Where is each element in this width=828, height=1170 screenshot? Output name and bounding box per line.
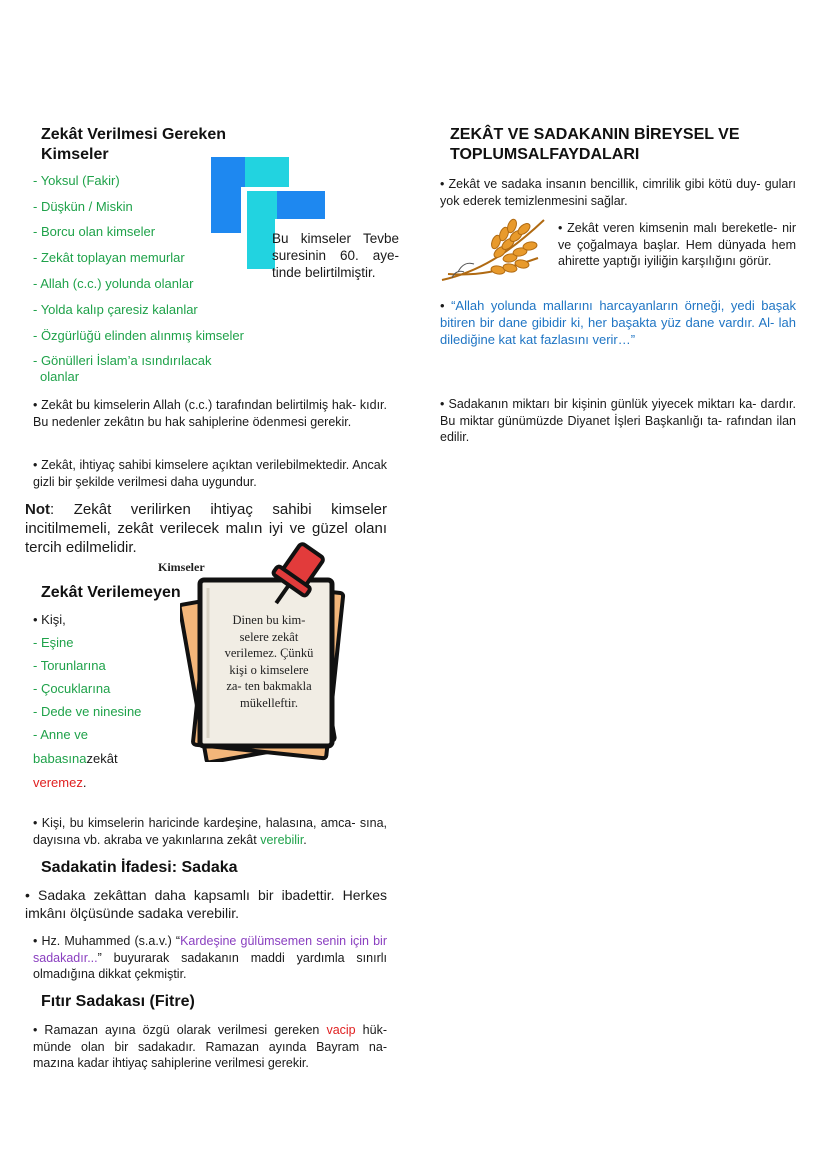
black-text: zekât	[86, 751, 118, 766]
paragraph: • Zekât, ihtiyaç sahibi kimselere açıktan verilebilmektedir. Ancak gizli bir şekilde verilmesi daha uygundur.	[33, 458, 387, 489]
note-text: : Zekât verilirken ihtiyaç sahibi kimseler incitilmemeli, zekât verilecek malın iyi ve güzel olanı tercih edilmelidir.	[25, 501, 387, 556]
list-item	[33, 751, 118, 767]
list-item: - Anne ve	[33, 727, 88, 742]
list-item: • Kişi,	[33, 612, 66, 627]
list-item	[33, 775, 86, 791]
paragraph: • Sadakanın miktarı bir kişinin günlük yiyecek miktarı ka- dardır. Bu miktar günümüzde Diyanet İşleri Başkanlığı ta- rafından ilan edilir.	[440, 397, 796, 444]
list-item: olanlar	[40, 369, 80, 384]
paragraph-text: • Ramazan ayına özgü olarak verilmesi gereken	[33, 1023, 327, 1037]
period: .	[303, 832, 307, 847]
paragraph-text: hük- münde olan bir sadakadır. Ramazan ayında Bayram na- mazına kadar ihtiyaç sahiplerine verilmesi gerekir.	[33, 1023, 387, 1070]
red-text: veremez	[33, 775, 83, 790]
period: .	[82, 775, 87, 790]
list-item: - Torunlarına	[33, 658, 106, 673]
hadith-quote: Kardeşine gülümsemen senin için bir sadakadır...	[33, 934, 387, 965]
note-label: Not	[25, 501, 50, 518]
paragraph-text: • Kişi, bu kimselerin haricinde kardeşine, halasına, amca- sına, dayısına vb. akraba ve yakınlarına zekât	[33, 816, 387, 847]
paragraph-text: • Hz. Muhammed (s.a.v.) “	[33, 934, 181, 948]
green-text: babasına	[33, 751, 87, 766]
quran-quote	[440, 297, 796, 348]
list-item: - Yolda kalıp çaresiz kalanlar	[33, 302, 198, 317]
paragraph	[33, 815, 387, 848]
paragraph: • Zekât ve sadaka insanın bencillik, cimrilik gibi kötü duy- guları yok ederek temizlenmesini sağlar.	[440, 177, 796, 208]
note-card-text: Dinen bu kim- selere zekât verilemez. Çünkü kişi o kimselere za- ten bakmakla mükelleftir.	[224, 613, 314, 710]
red-text: vacip	[326, 1023, 356, 1037]
list-item: - Özgürlüğü elinden alınmış kimseler	[33, 328, 244, 343]
paragraph: • Zekât veren kimsenin malı bereketle- nir ve çoğalmaya başlar. Hem dünyada hem ahirette yaptığı iyiliğin karşılığını görür.	[558, 221, 796, 268]
paragraph	[33, 933, 387, 983]
list-item: - Yoksul (Fakir)	[33, 173, 120, 188]
green-text: verebilir	[260, 832, 304, 847]
wheat-icon	[438, 214, 550, 288]
paragraph: • Zekât bu kimselerin Allah (c.c.) tarafından belirtilmiş hak- kıdır. Bu nedenler zekâtın bu hak sahiplerine ödenmesi gerekir.	[33, 398, 387, 429]
list-item: - Allah (c.c.) yolunda olanlar	[33, 276, 194, 291]
list-item: - Dede ve ninesine	[33, 704, 142, 719]
section-title-overflow: Kimseler	[158, 560, 205, 574]
paragraph-text: ” buyurarak sadakanın maddi yardımla sınırlı olmadığına dikkat çekmiştir.	[33, 950, 387, 981]
section-title-zekat-recipients: Zekât Verilmesi Gereken Kimseler	[41, 126, 226, 163]
section-title-fitre: Fıtır Sadakası (Fitre)	[41, 993, 195, 1010]
section-title-not-recipients: Zekât Verilemeyen	[41, 584, 181, 601]
paragraph	[33, 1022, 387, 1072]
tevbe-side-note: Bu kimseler Tevbe suresinin 60. aye- tinde belirtilmiştir.	[272, 231, 399, 280]
bullet: •	[440, 298, 452, 313]
list-item: - Borcu olan kimseler	[33, 224, 156, 239]
list-item: - Gönülleri İslam’a ısındırılacak	[33, 353, 212, 368]
quote-text: “Allah yolunda mallarını harcayanların örneği, yedi başak bitiren bir dane gibidir ki, her başakta yüz dane vardır. Al- lah dilediğine kat kat fazlasını verir…”	[440, 298, 796, 347]
list-item: - Düşkün / Miskin	[33, 199, 133, 214]
paragraph: • Sadaka zekâttan daha kapsamlı bir ibadettir. Herkes imkânı ölçüsünde sadaka verebilir.	[25, 887, 387, 921]
list-item: - Çocuklarına	[33, 681, 111, 696]
section-title-sadaka: Sadakatin İfadesi: Sadaka	[41, 859, 238, 876]
list-item: - Zekât toplayan memurlar	[33, 250, 185, 265]
section-title-benefits: ZEKÂT VE SADAKANIN BİREYSEL VE TOPLUMSALFAYDALARI	[450, 126, 740, 163]
list-item: - Eşine	[33, 635, 74, 650]
